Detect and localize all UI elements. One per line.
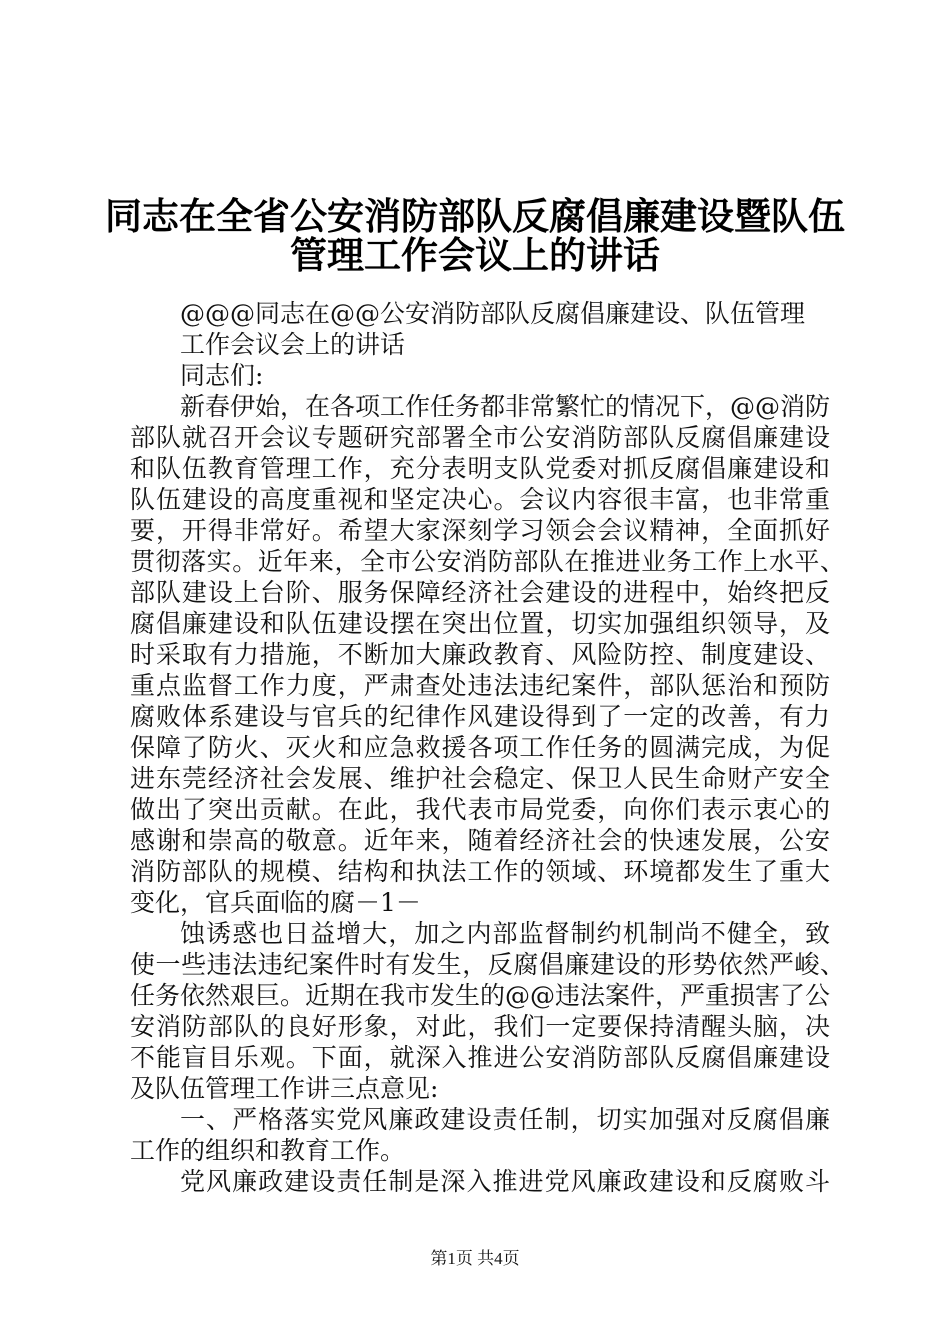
body-line: 进东莞经济社会发展、维护社会稳定、保卫人民生命财产安全 — [130, 764, 830, 793]
body-line: 感谢和崇高的敬意。近年来，随着经济社会的快速发展，公安 — [130, 826, 830, 855]
body-line: 消防部队的规模、结构和执法工作的领域、环境都发生了重大 — [130, 857, 830, 886]
body-line: 蚀诱惑也日益增大，加之内部监督制约机制尚不健全，致 — [180, 919, 830, 948]
body-line: 队伍建设的高度重视和坚定决心。会议内容很丰富，也非常重 — [130, 485, 830, 514]
body-line: 新春伊始，在各项工作任务都非常繁忙的情况下，@@消防 — [180, 392, 831, 421]
body-line: 同志们: — [180, 361, 264, 390]
body-line: 及队伍管理工作讲三点意见: — [130, 1074, 439, 1103]
document-title-line-2: 管理工作会议上的讲话 — [290, 233, 660, 277]
body-line: 任务依然艰巨。近期在我市发生的@@违法案件，严重损害了公 — [130, 981, 831, 1010]
body-line: 部队建设上台阶、服务保障经济社会建设的进程中，始终把反 — [130, 578, 830, 607]
body-line: 和队伍教育管理工作，充分表明支队党委对抓反腐倡廉建设和 — [130, 454, 830, 483]
body-line: 保障了防火、灭火和应急救援各项工作任务的圆满完成，为促 — [130, 733, 830, 762]
body-line: 腐倡廉建设和队伍建设摆在突出位置，切实加强组织领导，及 — [130, 609, 830, 638]
document-title-line-1: 同志在全省公安消防部队反腐倡廉建设暨队伍 — [105, 194, 845, 238]
body-line: 使一些违法违纪案件时有发生，反腐倡廉建设的形势依然严峻、 — [130, 950, 845, 979]
body-line: 腐败体系建设与官兵的纪律作风建设得到了一定的改善，有力 — [130, 702, 830, 731]
body-line: 重点监督工作力度，严肃查处违法违纪案件，部队惩治和预防 — [130, 671, 830, 700]
body-line: 不能盲目乐观。下面，就深入推进公安消防部队反腐倡廉建设 — [130, 1043, 830, 1072]
body-line: 工作的组织和教育工作。 — [130, 1136, 406, 1165]
body-line: 安消防部队的良好形象，对此，我们一定要保持清醒头脑，决 — [130, 1012, 830, 1041]
body-line: 做出了突出贡献。在此，我代表市局党委，向你们表示衷心的 — [130, 795, 830, 824]
body-line: 时采取有力措施，不断加大廉政教育、风险防控、制度建设、 — [130, 640, 830, 669]
body-line: 一、严格落实党风廉政建设责任制，切实加强对反腐倡廉 — [180, 1105, 830, 1134]
body-line: 要，开得非常好。希望大家深刻学习领会会议精神，全面抓好 — [130, 516, 830, 545]
body-line: @@@同志在@@公安消防部队反腐倡廉建设、队伍管理 — [180, 299, 806, 328]
body-line: 工作会议会上的讲话 — [180, 330, 406, 359]
body-line: 贯彻落实。近年来，全市公安消防部队在推进业务工作上水平、 — [130, 547, 845, 576]
body-line: 变化，官兵面临的腐－1－ — [130, 888, 421, 917]
body-line: 部队就召开会议专题研究部署全市公安消防部队反腐倡廉建设 — [130, 423, 830, 452]
page-number-footer: 第1页 共4页 — [430, 1249, 520, 1268]
body-line: 党风廉政建设责任制是深入推进党风廉政建设和反腐败斗 — [180, 1167, 830, 1196]
